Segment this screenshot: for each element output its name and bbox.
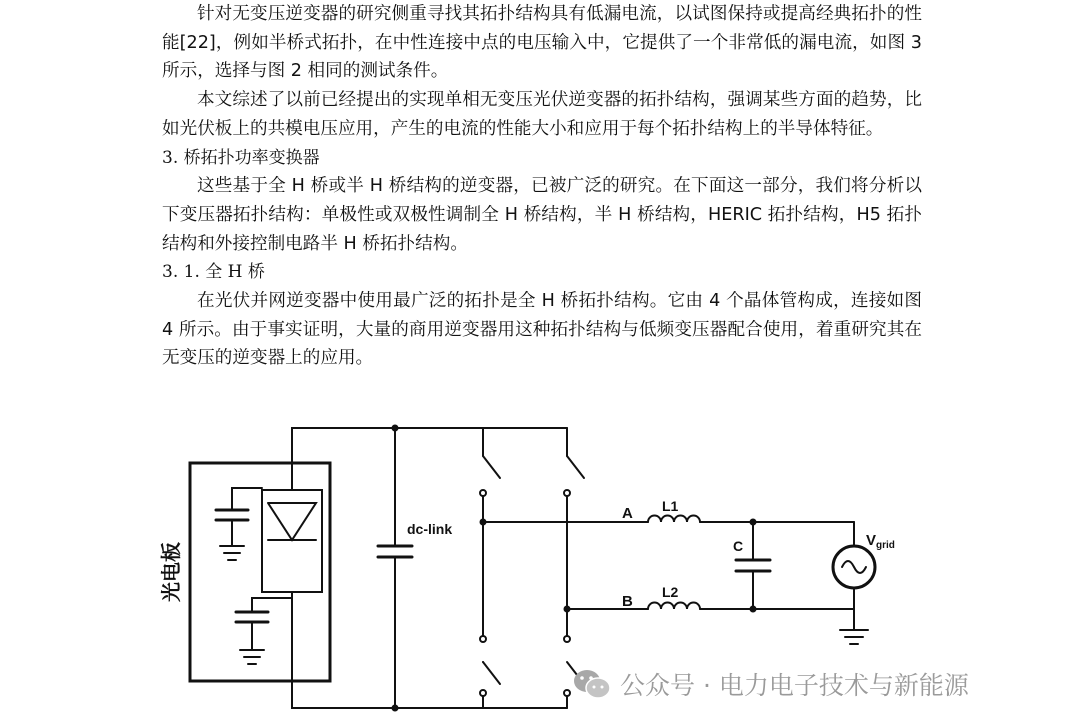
paragraph-3: 这些基于全 H 桥或半 H 桥结构的逆变器，已被广泛的研究。在下面这一部分，我们将分析以下变压器拓扑结构：单极性或双极性调制全 H 桥结构，半 H 桥结构，HERIC 拓扑结构，H5 拓扑结构和外接控制电路半 H 桥拓扑结构。 (162, 176, 922, 254)
svg-text:L1: L1 (662, 498, 679, 514)
paragraph-4: 在光伏并网逆变器中使用最广泛的拓扑是全 H 桥拓扑结构。它由 4 个晶体管构成，连接如图 4 所示。由于事实证明，大量的商用逆变器用这种拓扑结构与低频变压器配合使用，着重研究其在无变压的逆变器上的应用。 (162, 291, 922, 369)
bottom-rail (292, 592, 567, 708)
node-label-b (622, 593, 633, 610)
node-label-a (622, 505, 633, 522)
pv-panel-label (159, 542, 183, 602)
vgrid-label (866, 532, 895, 551)
output-capacitor (736, 522, 770, 609)
parasitic-capacitor-top (216, 488, 262, 560)
paragraph-2: 本文综述了以前已经提出的实现单相无变压光伏逆变器的拓扑结构，强调某些方面的趋势，比如光伏板上的共模电压应用，产生的电流的性能大小和应用于每个拓扑结构上的半导体特征。 (162, 90, 922, 139)
pv-cell-diode (262, 490, 322, 592)
svg-text:dc-link: dc-link (407, 521, 453, 537)
switch-s1 (480, 428, 500, 636)
svg-text:L2: L2 (662, 584, 679, 600)
paragraph-1: 针对无变压逆变器的研究侧重寻找其拓扑结构具有低漏电流，以试图保持或提高经典拓扑的性能[22]，例如半桥式拓扑，在中性连接中点的电压输入中，它提供了一个非常低的漏电流，如图 3 所示，选择与图 2 相同的测试条件。 (162, 4, 922, 82)
dc-link-capacitor (378, 426, 412, 711)
svg-text:A: A (622, 505, 633, 522)
watermark (572, 666, 969, 702)
svg-text:C: C (733, 538, 744, 554)
watermark-text: 公众号 · 电力电子技术与新能源 (620, 671, 969, 700)
capacitor-label-c (733, 538, 743, 554)
inductor-label-l1 (662, 498, 679, 514)
section-heading-3: 3. 桥拓扑功率变换器 (162, 147, 320, 168)
dc-link-label (407, 521, 452, 537)
svg-text:Vgrid: $V_{grid}$ (866, 532, 895, 551)
parasitic-capacitor-bottom (236, 598, 292, 664)
line-b-with-inductor-l2 (567, 603, 854, 612)
switch-s3 (480, 636, 500, 708)
svg-text:B: B (622, 593, 633, 610)
line-a-with-inductor-l1 (483, 516, 854, 525)
pv-panel-box (190, 463, 330, 681)
wechat-icon (572, 667, 612, 701)
svg-text:光电板: 光电板 (161, 542, 183, 602)
section-heading-3-1: 3. 1. 全 H 桥 (162, 262, 265, 283)
top-rail (292, 428, 567, 490)
inductor-label-l2 (662, 584, 679, 600)
switch-s2 (564, 428, 584, 636)
